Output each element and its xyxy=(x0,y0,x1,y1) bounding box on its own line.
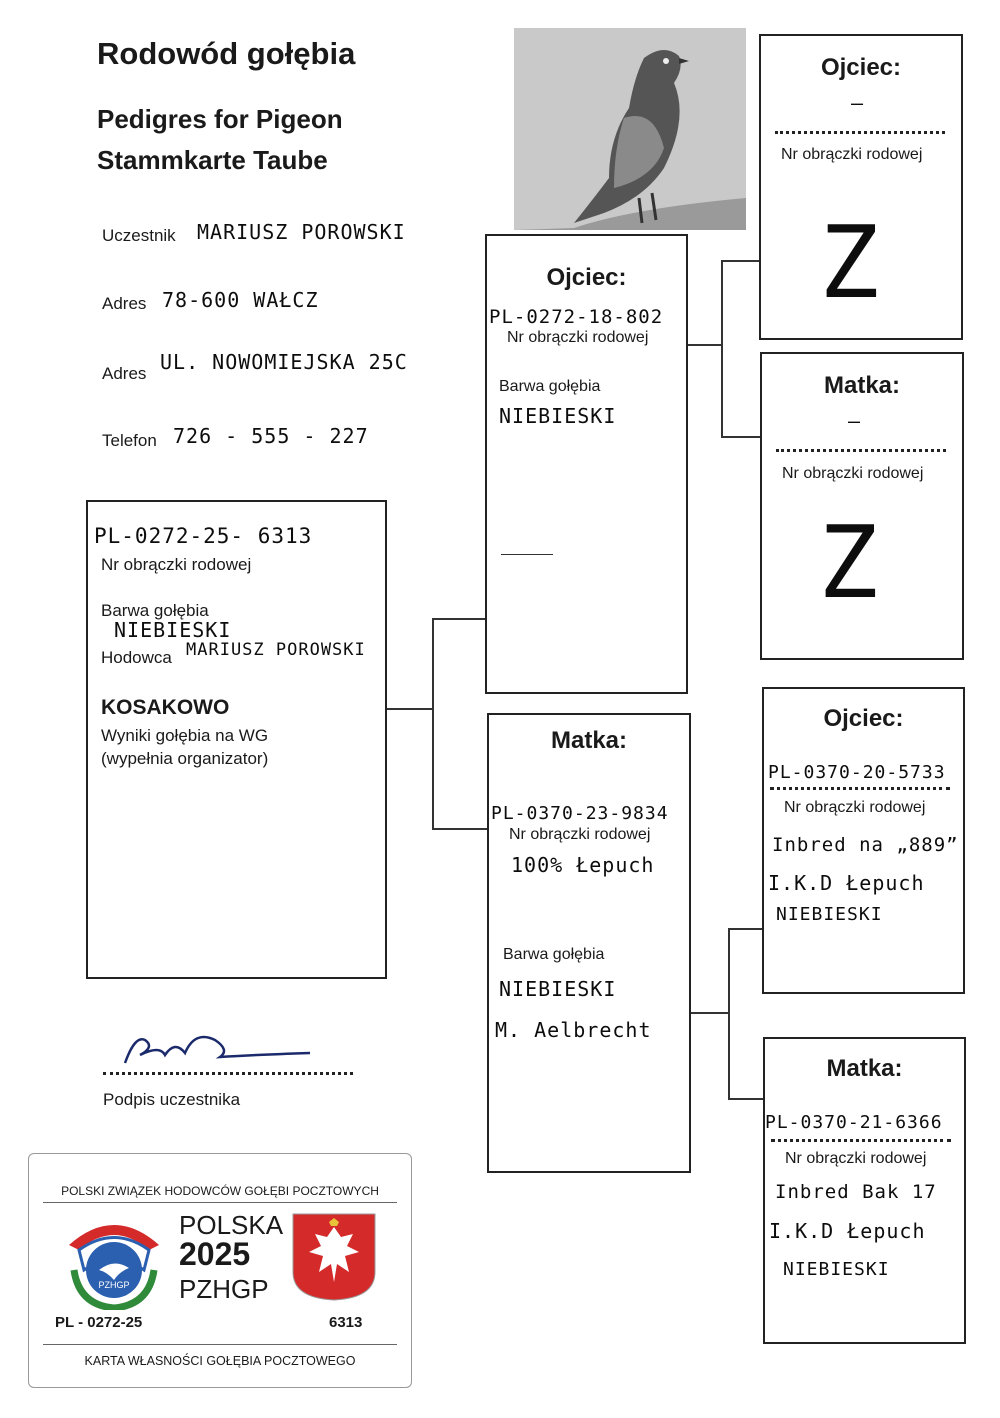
logo-text: PZHGP xyxy=(98,1280,130,1290)
card-year: 2025 xyxy=(179,1236,251,1272)
connector xyxy=(721,436,761,438)
mother-color-label: Barwa gołębia xyxy=(503,946,605,963)
pigeon-ring-value: PL-0272-25- 6313 xyxy=(94,524,313,548)
gm-mother-box xyxy=(763,1037,966,1344)
gf-mother-ring-value: PL-0370-20-5733 xyxy=(768,762,946,783)
address-value: 78-600 WAŁCZ xyxy=(162,288,319,312)
gf-father-box xyxy=(759,34,963,340)
mother-color-value: NIEBIESKI xyxy=(499,977,617,1001)
mother-ring-label: Nr obrączki rodowej xyxy=(509,826,651,843)
gm-father-mark: Z xyxy=(818,504,880,621)
card-ring-left: PL - 0272-25 xyxy=(55,1314,143,1331)
address-label: Adres xyxy=(102,294,147,313)
card-abbr: PZHGP xyxy=(179,1274,269,1304)
gm-father-box xyxy=(760,352,964,660)
gf-mother-line3: NIEBIESKI xyxy=(776,904,883,925)
results-label: Wyniki gołębia na WG xyxy=(101,726,269,745)
pigeon-color-label: Barwa gołębia xyxy=(101,601,209,620)
connector xyxy=(728,1098,764,1100)
gm-father-ring-value: — xyxy=(848,409,862,433)
signature-line xyxy=(103,1072,353,1075)
subtitle-en: Pedigres for Pigeon xyxy=(97,104,343,134)
gf-mother-title: Ojciec: xyxy=(823,705,904,732)
card-divider-top xyxy=(43,1202,397,1203)
connector xyxy=(728,928,730,1100)
pzhgp-logo-icon xyxy=(59,1210,169,1315)
phone-value: 726 - 555 - 227 xyxy=(173,424,369,448)
gf-mother-ring-label: Nr obrączki rodowej xyxy=(784,799,926,816)
connector xyxy=(687,344,721,346)
mother-breeder: M. Aelbrecht xyxy=(495,1018,652,1042)
mother-box xyxy=(487,713,691,1173)
connector xyxy=(721,260,723,438)
mother-title: Matka: xyxy=(550,727,628,754)
father-title: Ojciec: xyxy=(546,264,627,291)
phone-label: Telefon xyxy=(102,431,157,450)
gm-father-dots xyxy=(776,449,946,452)
father-ring-value: PL-0272-18-802 xyxy=(489,306,664,328)
participant-value: MARIUSZ POROWSKI xyxy=(197,220,406,244)
gm-mother-ring-label: Nr obrączki rodowej xyxy=(785,1150,927,1167)
ownership-card xyxy=(28,1153,412,1388)
mother-note: 100% Łepuch xyxy=(511,853,655,877)
gf-father-dots xyxy=(775,131,945,134)
signature-label: Podpis uczestnika xyxy=(103,1090,241,1109)
gf-father-ring-label: Nr obrączki rodowej xyxy=(781,146,923,163)
connector xyxy=(432,618,486,620)
card-divider-bottom xyxy=(43,1344,397,1345)
eagle-emblem-icon xyxy=(291,1212,377,1307)
gf-mother-line1: Inbred na „889” xyxy=(772,834,959,856)
gm-mother-dots xyxy=(771,1139,951,1142)
pigeon-breeder-value: MARIUSZ POROWSKI xyxy=(186,640,366,660)
pigeon-box xyxy=(86,500,387,979)
card-org: POLSKI ZWIĄZEK HODOWCÓW GOŁĘBI POCZTOWYCH xyxy=(61,1184,379,1198)
gm-father-ring-label: Nr obrączki rodowej xyxy=(782,465,924,482)
results-note: (wypełnia organizator) xyxy=(101,749,269,768)
father-color-label: Barwa gołębia xyxy=(499,378,601,395)
father-box xyxy=(485,234,688,694)
gf-mother-box xyxy=(762,687,965,994)
mother-ring-value: PL-0370-23-9834 xyxy=(491,803,669,824)
gf-mother-line2: I.K.D Łepuch xyxy=(768,871,925,895)
subtitle-de: Stammkarte Taube xyxy=(97,145,328,175)
gm-mother-line1: Inbred Bak 17 xyxy=(775,1181,937,1203)
gf-father-title: Ojciec: xyxy=(820,54,902,81)
race-name: KOSAKOWO xyxy=(101,696,230,719)
address2-label: Adres xyxy=(102,364,147,383)
page-title: Rodowód gołębia xyxy=(97,36,356,71)
gm-mother-line2: I.K.D Łepuch xyxy=(769,1219,926,1243)
pigeon-breeder-label: Hodowca xyxy=(101,648,172,667)
connector xyxy=(728,928,762,930)
pigeon-ring-label: Nr obrączki rodowej xyxy=(101,555,252,574)
pigeon-color-value: NIEBIESKI xyxy=(114,618,232,642)
connector xyxy=(721,260,759,262)
pigeon-photo xyxy=(514,28,746,230)
gf-mother-dots xyxy=(770,787,950,790)
father-dash xyxy=(501,554,553,555)
gm-mother-title: Matka: xyxy=(826,1055,903,1082)
card-footer: KARTA WŁASNOŚCI GOŁĘBIA POCZTOWEGO xyxy=(84,1354,356,1368)
gf-father-ring-value: — xyxy=(851,91,865,115)
participant-label: Uczestnik xyxy=(102,226,176,245)
connector xyxy=(386,708,432,710)
gf-father-mark: Z xyxy=(819,204,881,321)
card-country: POLSKA xyxy=(179,1210,284,1240)
connector xyxy=(432,828,488,830)
connector xyxy=(690,1012,728,1014)
connector xyxy=(432,618,434,830)
gm-father-title: Matka: xyxy=(823,372,901,399)
signature-scribble xyxy=(120,1025,320,1075)
father-ring-label: Nr obrączki rodowej xyxy=(507,329,649,346)
gm-mother-line3: NIEBIESKI xyxy=(783,1259,890,1280)
card-ring-right: 6313 xyxy=(329,1314,363,1331)
gm-mother-ring-value: PL-0370-21-6366 xyxy=(765,1112,943,1133)
father-color-value: NIEBIESKI xyxy=(499,404,617,428)
address2-value: UL. NOWOMIEJSKA 25C xyxy=(160,350,408,374)
